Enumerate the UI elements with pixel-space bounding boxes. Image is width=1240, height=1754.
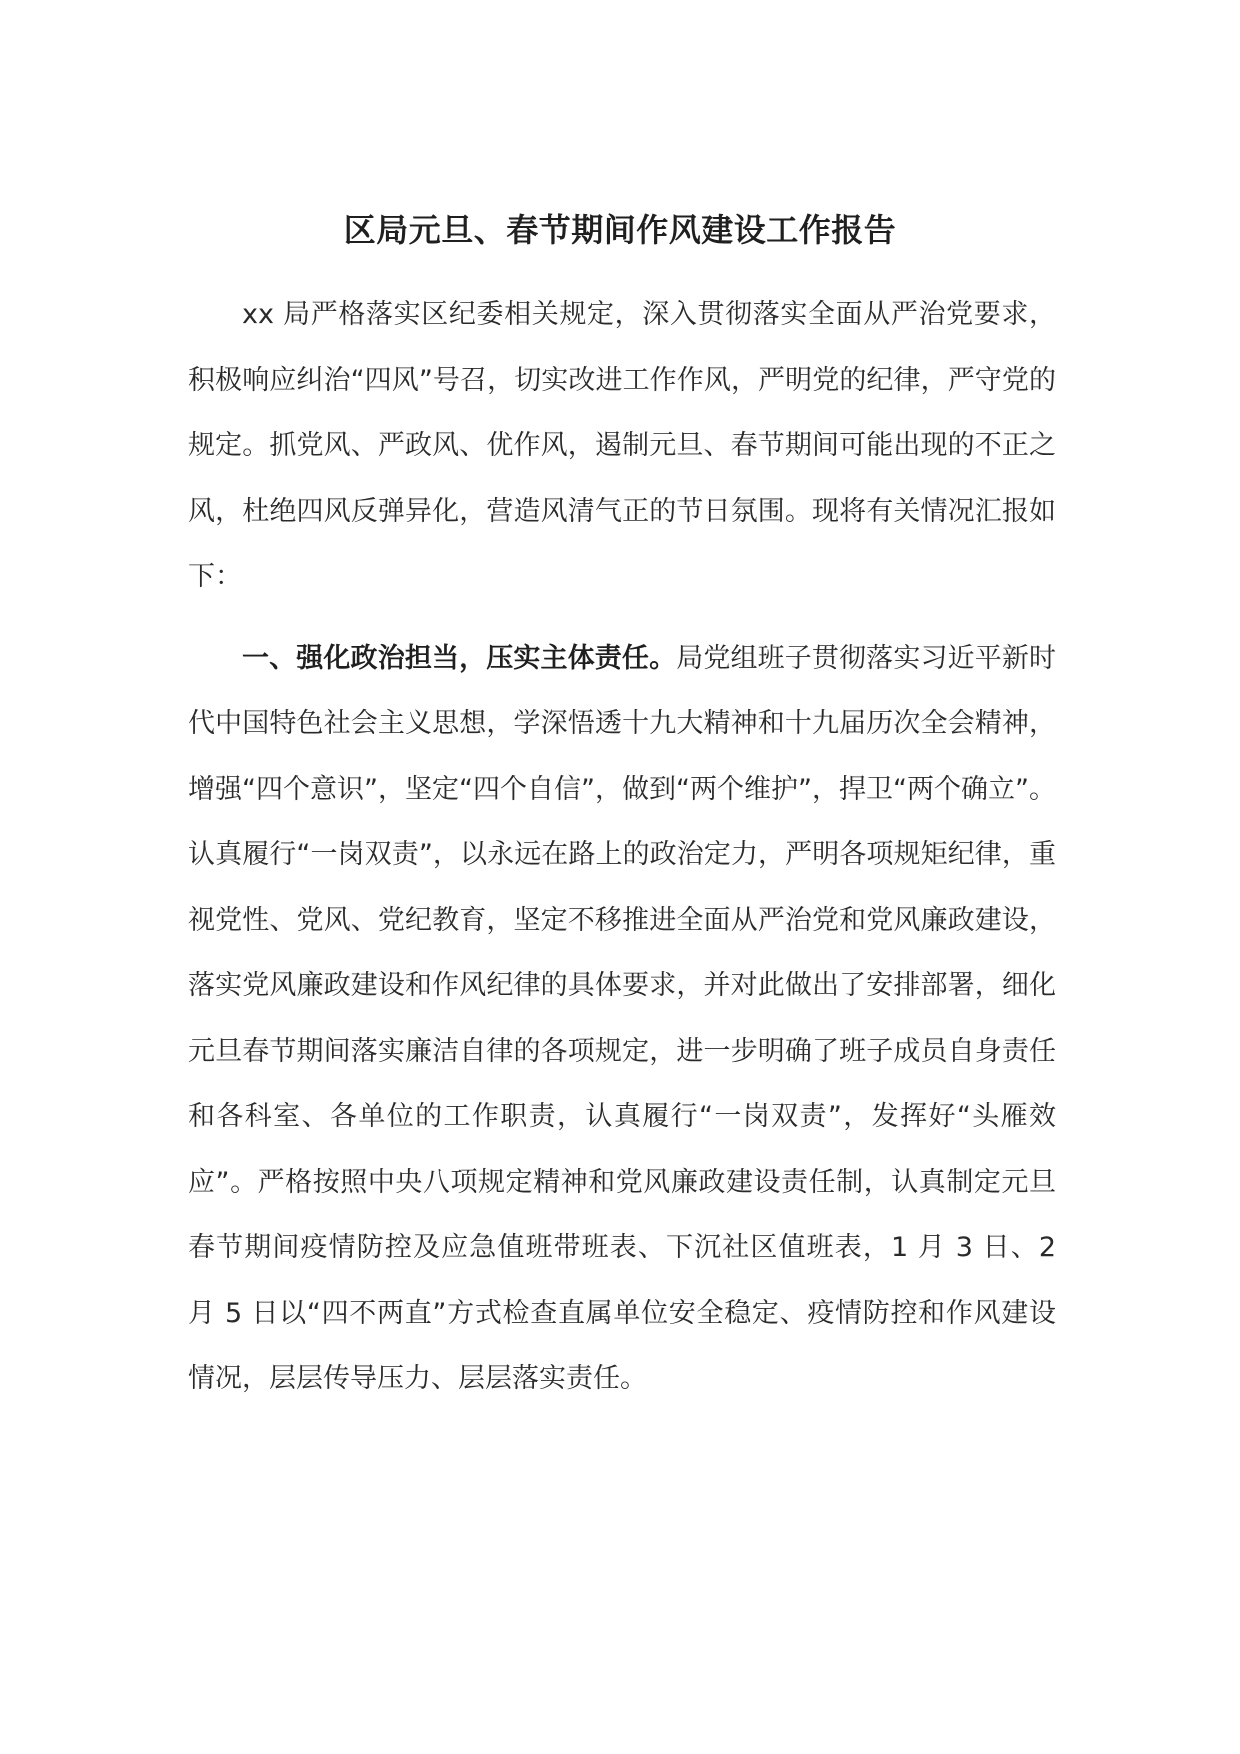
- paragraph-section-1: [188, 626, 1056, 1412]
- section-1-heading: 一、强化政治担当，压实主体责任。: [242, 642, 677, 674]
- paragraph-intro: [188, 282, 1056, 610]
- document-body: [188, 282, 1056, 1412]
- paragraph-intro-text: xx 局严格落实区纪委相关规定，深入贯彻落实全面从严治党要求，积极响应纠治“四风”号召，切实改进工作作风，严明党的纪律，严守党的规定。抓党风、严政风、优作风，遏制元旦、春节期间可能出现的不正之风，杜绝四风反弹异化，营造风清气正的节日氛围。现将有关情况汇报如下：: [188, 299, 1056, 592]
- section-1-text: 局党组班子贯彻落实习近平新时代中国特色社会主义思想，学深悟透十九大精神和十九届历次全会精神，增强“四个意识”，坚定“四个自信”，做到“两个维护”，捍卫“两个确立”。认真履行“一岗双责”，以永远在路上的政治定力，严明各项规矩纪律，重视党性、党风、党纪教育，坚定不移推进全面从严治党和党风廉政建设，落实党风廉政建设和作风纪律的具体要求，并对此做出了安排部署，细化元旦春节期间落实廉洁自律的各项规定，进一步明确了班子成员自身责任和各科室、各单位的工作职责，认真履行“一岗双责”，发挥好“头雁效应”。严格按照中央八项规定精神和党风廉政建设责任制，认真制定元旦春节期间疫情防控及应急值班带班表、下沉社区值班表，1 月 3 日、2 月 5 日以“四不两直”方式检查直属单位安全稳定、疫情防控和作风建设情况，层层传导压力、层层落实责任。: [188, 642, 1057, 1394]
- document-title: 区局元旦、春节期间作风建设工作报告: [343, 211, 897, 249]
